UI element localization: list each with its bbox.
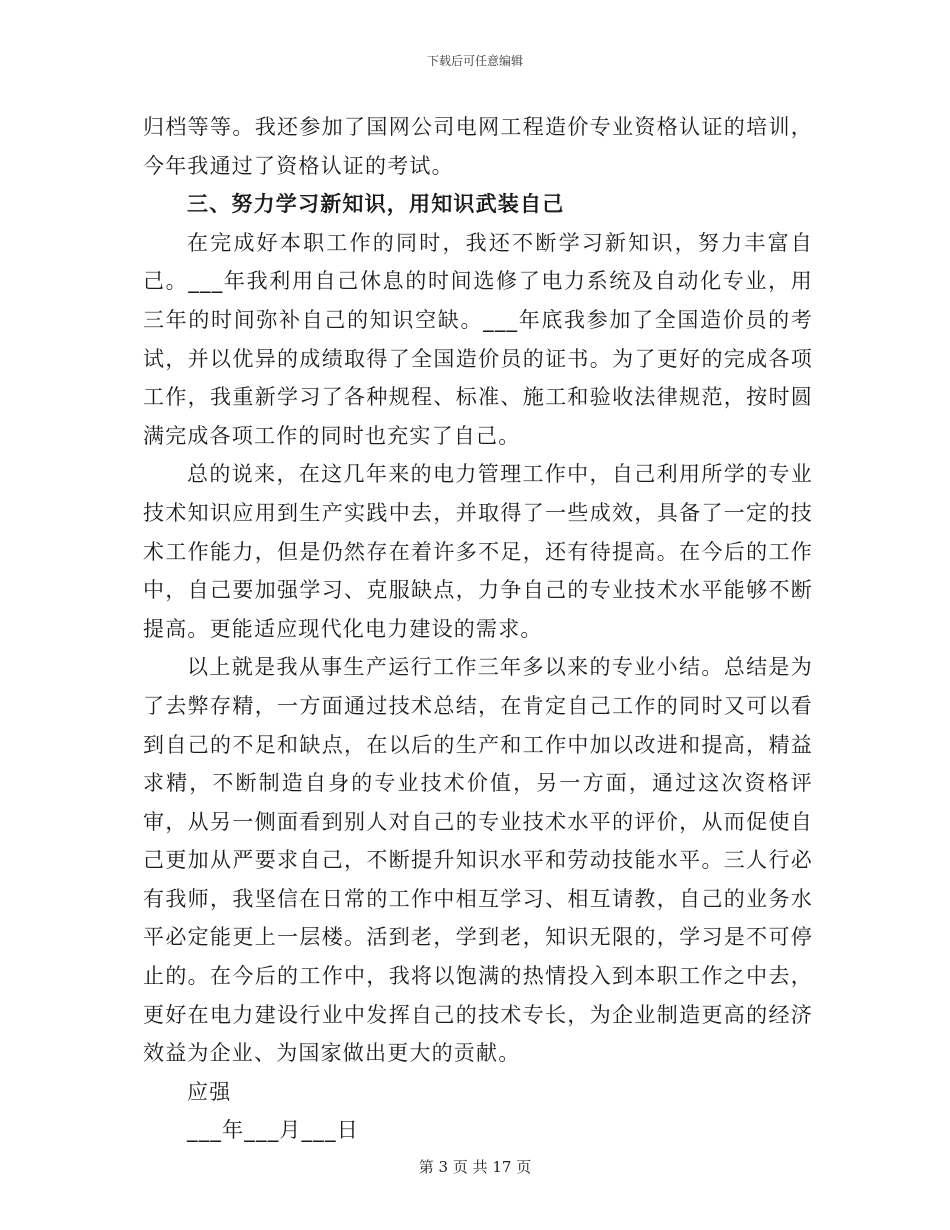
- page-footer: 第 3 页 共 17 页: [418, 1158, 532, 1176]
- signature-name: 应强: [187, 1079, 232, 1104]
- page-header: 下载后可任意编辑: [426, 54, 523, 68]
- paragraph-study: 在完成好本职工作的同时，我还不断学习新知识，努力丰富自己。___年我利用自己休息的时间选修了电力系统及自动化专业，用三年的时间弥补自己的知识空缺。___年底我参加了全国造价员的考试，并以优异的成绩取得了全国造价员的证书。为了更好的完成各项工作，我重新学习了各种规程、标准、施工和验收法律规范，按时圆满完成各项工作的同时也充实了自己。: [143, 230, 813, 448]
- document-body: [143, 108, 813, 1150]
- section-heading: 三、努力学习新知识，用知识武装自己: [187, 192, 565, 217]
- signature-date: ___年___月___日: [187, 1118, 359, 1143]
- paragraph-continuation: 归档等等。我还参加了国网公司电网工程造价专业资格认证的培训，今年我通过了资格认证的考试。: [143, 115, 813, 178]
- paragraph-conclusion: 以上就是我从事生产运行工作三年多以来的专业小结。总结是为了去弊存精，一方面通过技术总结，在肯定自己工作的同时又可以看到自己的不足和缺点，在以后的生产和工作中加以改进和提高，精益求精，不断制造自身的专业技术价值，另一方面，通过这次资格评审，从另一侧面看到别人对自己的专业技术水平的评价，从而促使自己更加从严要求自己，不断提升知识水平和劳动技能水平。三人行必有我师，我坚信在日常的工作中相互学习、相互请教，自己的业务水平必定能更上一层楼。活到老，学到老，知识无限的，学习是不可停止的。在今后的工作中，我将以饱满的热情投入到本职工作之中去，更好在电力建设行业中发挥自己的技术专长，为企业制造更高的经济效益为企业、为国家做出更大的贡献。: [143, 655, 813, 1066]
- paragraph-summary: 总的说来，在这几年来的电力管理工作中，自己利用所学的专业技术知识应用到生产实践中去，并取得了一些成效，具备了一定的技术工作能力，但是仍然存在着许多不足，还有待提高。在今后的工作中，自己要加强学习、克服缺点，力争自己的专业技术水平能够不断提高。更能适应现代化电力建设的需求。: [143, 462, 813, 641]
